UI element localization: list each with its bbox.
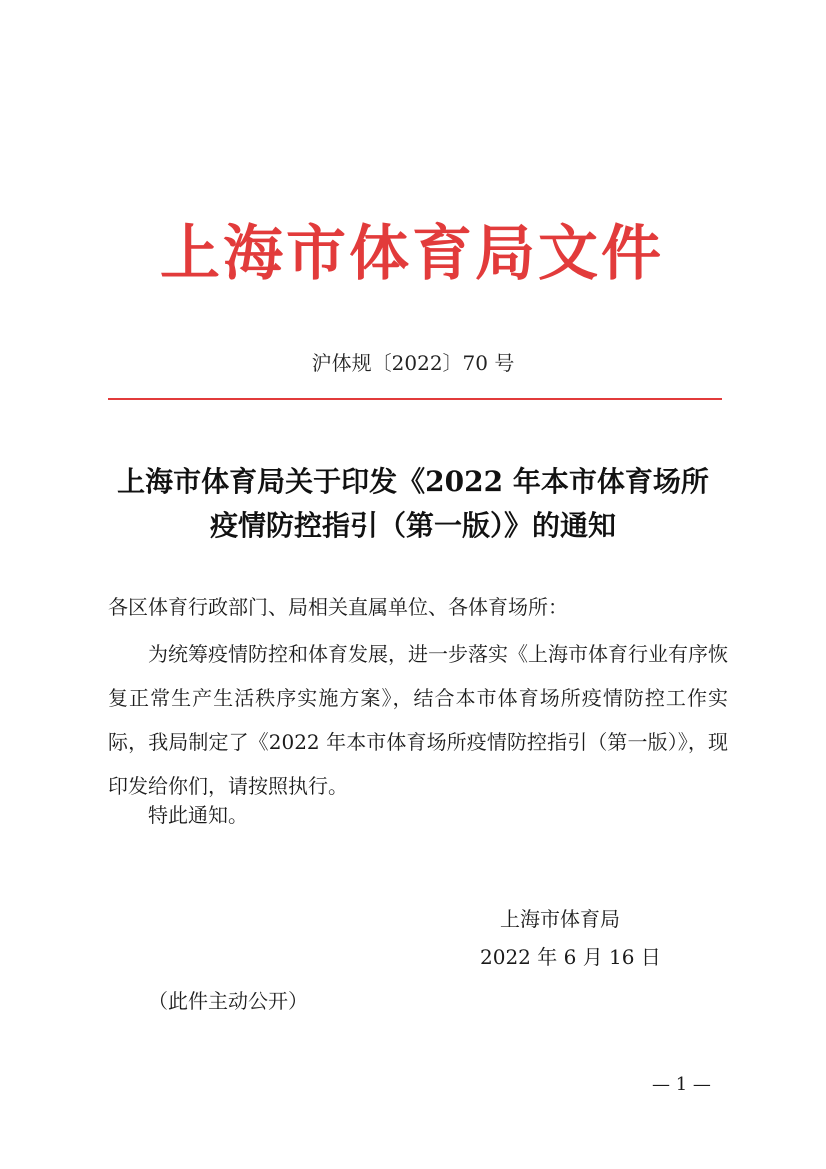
signature-date: 2022 年 6 月 16 日 [480,945,661,969]
document-number: 沪体规〔2022〕70 号 [311,351,515,375]
body-paragraph: 为统筹疫情防控和体育发展，进一步落实《上海市体育行业有序恢复正常生产生活秩序实施方案》，结合本市体育场所疫情防控工作实际，我局制定了《2022 年本市体育场所疫情防控指引（第一版）》，现印发给你们，请按照执行。 [108,642,728,798]
masthead-title: 上海市体育局文件 [160,219,664,289]
document-title-line-1: 上海市体育局关于印发《2022 年本市体育场所 [117,465,709,498]
signature-organization: 上海市体育局 [500,907,620,931]
document-title-line-2: 疫情防控指引（第一版）》的通知 [209,509,616,542]
red-divider-line [108,398,722,400]
disclosure-note: （此件主动公开） [148,989,308,1013]
page-number: — 1 — [652,1074,711,1095]
document-title [80,460,746,548]
addressee: 各区体育行政部门、局相关直属单位、各体育场所： [108,595,568,619]
closing-phrase: 特此通知。 [148,803,248,827]
